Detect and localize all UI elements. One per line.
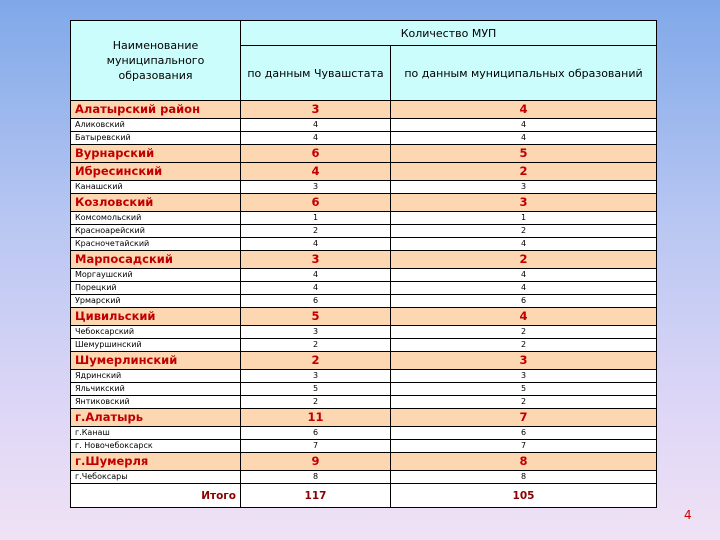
row-stat-cell: 4	[241, 132, 391, 145]
row-name-cell: г. Новочебоксарск	[71, 440, 241, 453]
row-name-cell: Аликовский	[71, 119, 241, 132]
table-row	[71, 163, 657, 181]
row-mun-cell: 1	[391, 212, 657, 225]
row-name-cell: г.Алатырь	[71, 409, 241, 427]
table-row	[71, 471, 657, 484]
row-stat-cell: 8	[241, 471, 391, 484]
row-mun-cell: 8	[391, 453, 657, 471]
row-mun-cell: 3	[391, 352, 657, 370]
row-stat-cell: 6	[241, 145, 391, 163]
row-stat-cell: 4	[241, 163, 391, 181]
table-row	[71, 238, 657, 251]
table-row	[71, 453, 657, 471]
total-mun-cell: 105	[391, 484, 657, 508]
row-mun-cell: 2	[391, 251, 657, 269]
row-name-cell: г.Чебоксары	[71, 471, 241, 484]
row-stat-cell: 3	[241, 251, 391, 269]
header-mun-cell	[391, 46, 657, 101]
row-stat-cell: 2	[241, 339, 391, 352]
table-row	[71, 440, 657, 453]
row-stat-cell: 6	[241, 194, 391, 212]
total-row	[71, 484, 657, 508]
row-stat-cell: 4	[241, 269, 391, 282]
table-row	[71, 132, 657, 145]
row-name-cell: Канашский	[71, 181, 241, 194]
row-stat-cell: 7	[241, 440, 391, 453]
row-name-cell: г.Шумерля	[71, 453, 241, 471]
row-mun-cell: 3	[391, 194, 657, 212]
table-row	[71, 370, 657, 383]
header-count-group-label: Количество МУП	[400, 26, 497, 40]
table-row	[71, 295, 657, 308]
total-stat-cell: 117	[241, 484, 391, 508]
row-mun-cell: 4	[391, 119, 657, 132]
header-name-label: Наименование муниципального образования	[106, 39, 205, 82]
page-number: 4	[684, 508, 692, 522]
row-name-cell: Марпосадский	[71, 251, 241, 269]
row-name-cell: Порецкий	[71, 282, 241, 295]
row-stat-cell: 2	[241, 225, 391, 238]
row-mun-cell: 7	[391, 409, 657, 427]
row-stat-cell: 5	[241, 383, 391, 396]
header-name-cell	[71, 21, 241, 101]
row-name-cell: Урмарский	[71, 295, 241, 308]
table-row	[71, 251, 657, 269]
row-stat-cell: 4	[241, 282, 391, 295]
row-stat-cell: 6	[241, 295, 391, 308]
row-mun-cell: 7	[391, 440, 657, 453]
row-name-cell: г.Канаш	[71, 427, 241, 440]
row-name-cell: Янтиковский	[71, 396, 241, 409]
row-mun-cell: 4	[391, 132, 657, 145]
row-mun-cell: 6	[391, 427, 657, 440]
header-stat-cell	[241, 46, 391, 101]
row-name-cell: Чебоксарский	[71, 326, 241, 339]
row-mun-cell: 4	[391, 282, 657, 295]
row-mun-cell: 4	[391, 308, 657, 326]
row-stat-cell: 5	[241, 308, 391, 326]
row-stat-cell: 11	[241, 409, 391, 427]
row-stat-cell: 4	[241, 119, 391, 132]
header-mun-label: по данным муниципальных образований	[404, 66, 643, 80]
row-mun-cell: 2	[391, 339, 657, 352]
table-row	[71, 269, 657, 282]
table-row	[71, 212, 657, 225]
row-mun-cell: 5	[391, 145, 657, 163]
row-stat-cell: 4	[241, 238, 391, 251]
row-mun-cell: 3	[391, 181, 657, 194]
row-mun-cell: 2	[391, 326, 657, 339]
table-row	[71, 427, 657, 440]
row-name-cell: Козловский	[71, 194, 241, 212]
table-row	[71, 119, 657, 132]
row-mun-cell: 2	[391, 225, 657, 238]
row-mun-cell: 4	[391, 269, 657, 282]
table-row	[71, 383, 657, 396]
table-row	[71, 282, 657, 295]
row-stat-cell: 6	[241, 427, 391, 440]
header-count-group-cell	[241, 21, 657, 46]
row-mun-cell: 2	[391, 396, 657, 409]
table-row	[71, 409, 657, 427]
total-label-cell: Итого	[71, 484, 241, 508]
row-name-cell: Яльчикский	[71, 383, 241, 396]
row-name-cell: Моргаушский	[71, 269, 241, 282]
row-name-cell: Батыревский	[71, 132, 241, 145]
table-row	[71, 181, 657, 194]
row-stat-cell: 9	[241, 453, 391, 471]
table-row	[71, 339, 657, 352]
table-row	[71, 225, 657, 238]
row-name-cell: Вурнарский	[71, 145, 241, 163]
row-stat-cell: 3	[241, 370, 391, 383]
row-name-cell: Цивильский	[71, 308, 241, 326]
table-row	[71, 308, 657, 326]
row-stat-cell: 3	[241, 326, 391, 339]
mup-table	[70, 20, 657, 508]
table-row	[71, 396, 657, 409]
row-name-cell: Красночетайский	[71, 238, 241, 251]
row-name-cell: Шумерлинский	[71, 352, 241, 370]
table-row	[71, 326, 657, 339]
row-mun-cell: 6	[391, 295, 657, 308]
row-stat-cell: 1	[241, 212, 391, 225]
row-mun-cell: 4	[391, 101, 657, 119]
row-mun-cell: 4	[391, 238, 657, 251]
row-mun-cell: 3	[391, 370, 657, 383]
row-name-cell: Алатырский район	[71, 101, 241, 119]
table-row	[71, 352, 657, 370]
row-stat-cell: 3	[241, 181, 391, 194]
table-row	[71, 101, 657, 119]
row-name-cell: Комсомольский	[71, 212, 241, 225]
row-stat-cell: 2	[241, 352, 391, 370]
table-row	[71, 145, 657, 163]
row-name-cell: Ядринский	[71, 370, 241, 383]
row-mun-cell: 2	[391, 163, 657, 181]
row-name-cell: Шемуршинский	[71, 339, 241, 352]
row-name-cell: Красноарейский	[71, 225, 241, 238]
row-name-cell: Ибресинский	[71, 163, 241, 181]
row-stat-cell: 2	[241, 396, 391, 409]
row-mun-cell: 8	[391, 471, 657, 484]
row-mun-cell: 5	[391, 383, 657, 396]
table-row	[71, 194, 657, 212]
header-stat-label: по данным Чувашстата	[247, 66, 384, 80]
row-stat-cell: 3	[241, 101, 391, 119]
